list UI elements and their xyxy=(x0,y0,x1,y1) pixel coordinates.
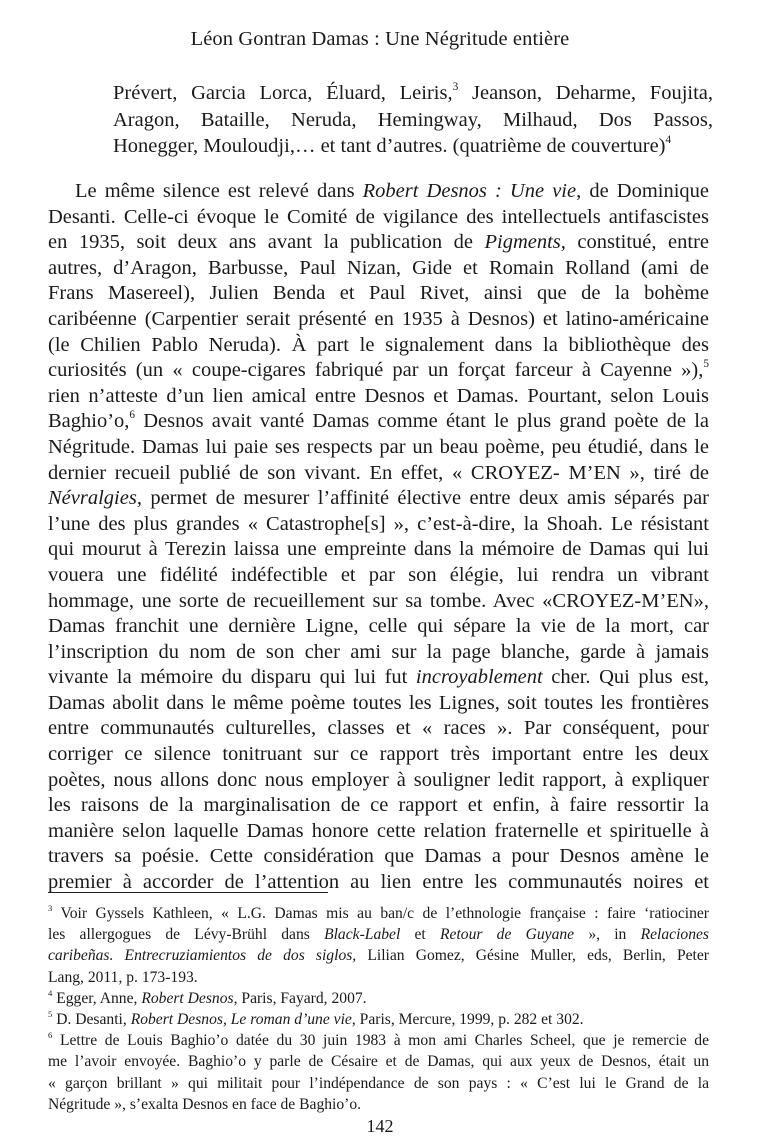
body-line xyxy=(48,358,709,384)
body-line xyxy=(48,409,709,435)
quote-line xyxy=(113,133,713,160)
footnote-line xyxy=(48,1073,709,1094)
text-run: , Paris, Mercure, 1999, p. 282 et 302. xyxy=(351,1011,584,1029)
italic-text: Névralgies xyxy=(48,487,137,510)
italic-text: Retour de Guyane xyxy=(440,926,575,944)
running-head: Léon Gontran Damas : Une Négritude entière xyxy=(190,28,570,50)
footnote-rule xyxy=(48,892,328,893)
text-run: et xyxy=(400,926,440,944)
text-run: en 1935, soit deux ans avant la publication de xyxy=(48,231,485,254)
body-line xyxy=(48,179,709,205)
body-line xyxy=(48,486,709,512)
body-line xyxy=(48,333,709,359)
body-line xyxy=(48,512,709,538)
footnote-ref: 5 xyxy=(703,358,709,371)
body-line xyxy=(48,461,709,487)
text-run: manière selon laquelle Damas honore cette relation fraternelle et spirituelle à xyxy=(48,819,709,842)
text-run: corriger ce silence tonitruant sur ce rapport très important entre les deux xyxy=(48,743,709,766)
body-line xyxy=(48,589,709,615)
body-line xyxy=(48,614,709,640)
text-run: qui mourut à Terezin laissa une empreinte dans la mémoire de Damas qui lui xyxy=(48,538,709,561)
footnote-line xyxy=(48,1009,709,1030)
body-line xyxy=(48,716,709,742)
text-run: Baghio’o, xyxy=(48,410,130,433)
text-run: Négritude. Damas lui paie ses respects par un beau poème, peu étudié, dans le xyxy=(48,435,709,458)
text-run: l’une des plus grandes « Catastrophe[s] », c’est-à-dire, la Shoah. Le résistant xyxy=(48,512,709,535)
text-run: , de Dominique xyxy=(576,180,710,202)
footnote-line xyxy=(48,945,709,966)
text-run: , permet de mesurer l’affinité élective entre deux amis séparés par xyxy=(136,487,709,510)
body-line xyxy=(48,844,709,870)
body-line xyxy=(48,230,709,256)
body-line xyxy=(48,742,709,768)
text-run: autres, d’Aragon, Barbusse, Paul Nizan, Gide et Romain Rolland (ami de xyxy=(48,256,709,279)
block-quote xyxy=(113,80,713,160)
footnote-line xyxy=(48,988,709,1009)
body-line xyxy=(48,281,709,307)
italic-text: Robert Desnos, Le roman d’une vie xyxy=(130,1011,352,1029)
page-number: 142 xyxy=(366,1116,394,1136)
text-run: les allergogues de Lévy-Brühl dans xyxy=(48,926,325,944)
italic-text: caribeñas. Entrecruziamientos de dos siglos, xyxy=(48,947,357,965)
text-run: entre communautés culturelles, classes et « races ». Par conséquent, pour xyxy=(48,717,709,740)
body-paragraph xyxy=(48,179,709,896)
body-line xyxy=(48,793,709,819)
footnotes xyxy=(48,903,709,1115)
italic-text: Robert Desnos : Une vie xyxy=(362,180,577,202)
footnote-ref: 3 xyxy=(452,80,459,93)
text-run: », in xyxy=(574,926,641,944)
text-run: Desanti. Celle-ci évoque le Comité de vigilance des intellectuels antifascistes xyxy=(48,205,709,228)
body-line xyxy=(48,819,709,845)
text-run: Damas franchit une dernière Ligne, celle qui sépare la vie de la mort, car xyxy=(48,615,709,638)
footnote-ref: 6 xyxy=(129,409,136,422)
text-run: (le Chilien Pablo Neruda). À part le signalement dans la bibliothèque des xyxy=(48,333,709,356)
footnote-ref: 6 xyxy=(48,1030,53,1041)
footnote-ref: 3 xyxy=(48,903,53,914)
text-run: caribéenne (Carpentier serait présenté en 1935 à Desnos) et latino-américaine xyxy=(48,307,709,330)
body-line xyxy=(48,691,709,717)
text-run: Aragon, Bataille, Neruda, Hemingway, Milhaud, Dos Passos, xyxy=(113,108,713,131)
italic-text: Black-Label xyxy=(324,926,401,944)
italic-text: Pigments, xyxy=(484,231,566,254)
text-run: dernier recueil publié de son vivant. En effet, « CROYEZ- M’EN », tiré de xyxy=(48,461,709,484)
text-run: Lettre de Louis Baghio’o datée du 30 juin 1983 à mon ami Charles Scheel, que je remercie de xyxy=(52,1032,709,1050)
text-run: les raisons de la marginalisation de ce rapport et enfin, à faire ressortir la xyxy=(48,794,709,817)
footnote-line xyxy=(48,1051,709,1072)
text-run: constitué, entre xyxy=(565,231,709,254)
footnote-line xyxy=(48,903,709,924)
text-run: vivante la mémoire du disparu qui lui fut xyxy=(48,666,416,689)
text-run: Frans Masereel), Julien Benda et Paul Rivet, ainsi que de la bohème xyxy=(48,282,709,305)
text-run: hommage, une sorte de recueillement sur sa tombe. Avec «CROYEZ-M’EN», xyxy=(48,589,709,612)
text-run: Egger, Anne, xyxy=(52,989,142,1007)
text-run: poètes, nous allons donc nous employer à souligner ledit rapport, à expliquer xyxy=(48,768,709,791)
footnote-ref: 4 xyxy=(665,133,672,146)
text-run: Lang, 2011, p. 173-193. xyxy=(48,968,198,986)
body-line xyxy=(48,640,709,666)
text-run: Lilian Gomez, Gésine Muller, eds, Berlin, Peter xyxy=(356,947,709,965)
italic-text: Relaciones xyxy=(640,926,709,944)
italic-text: incroyablement xyxy=(415,666,543,689)
footnote-line xyxy=(48,1094,709,1115)
body-line xyxy=(48,537,709,563)
text-run: Desnos avait vanté Damas comme étant le plus grand poète de la xyxy=(135,410,709,433)
quote-line xyxy=(113,80,713,107)
footnote-line xyxy=(48,924,709,945)
footnote-ref: 5 xyxy=(48,1009,53,1020)
body-line xyxy=(48,256,709,282)
text-run: me l’avoir envoyée. Baghio’o y parle de Césaire et de Damas, qui aux yeux de Desnos, était un xyxy=(48,1053,709,1071)
quote-line xyxy=(113,107,713,134)
text-run: curiosités (un « coupe-cigares fabriqué par un forçat farceur à Cayenne »), xyxy=(48,359,704,382)
text-run: cher. Qui plus est, xyxy=(542,666,710,689)
text-run: « garçon brillant » qui militait pour l’indépendance de son pays : « C’est lui le Grand de la xyxy=(48,1074,709,1092)
italic-text: Robert Desnos xyxy=(141,989,234,1007)
body-line xyxy=(48,665,709,691)
body-line xyxy=(48,435,709,461)
body-line xyxy=(48,205,709,231)
text-run: Honegger, Mouloudji,… et tant d’autres. (quatrième de couverture) xyxy=(113,135,666,157)
text-run: travers sa poésie. Cette considération que Damas a pour Desnos amène le xyxy=(48,845,709,868)
text-run: vouera une fidélité indéfectible et par son élégie, lui rendra un vibrant xyxy=(48,563,709,586)
text-run: Négritude », s’exalta Desnos en face de Baghio’o. xyxy=(48,1095,362,1113)
footnote-ref: 4 xyxy=(48,987,53,998)
text-run: Prévert, Garcia Lorca, Éluard, Leiris, xyxy=(113,82,453,104)
body-line xyxy=(48,384,709,410)
body-line xyxy=(48,768,709,794)
text-run: premier à accorder de l’attention au lien entre les communautés noires et xyxy=(48,871,709,894)
text-run: , Paris, Fayard, 2007. xyxy=(233,989,367,1007)
footnote-line xyxy=(48,967,709,988)
text-run: Jeanson, Deharme, Foujita, xyxy=(458,82,714,104)
body-line xyxy=(48,563,709,589)
text-run: rien n’atteste d’un lien amical entre Desnos et Damas. Pourtant, selon Louis xyxy=(48,384,709,407)
body-line xyxy=(48,307,709,333)
text-run: l’inscription du nom de son cher ami sur la page blanche, garde à jamais xyxy=(48,640,709,663)
footnote-line xyxy=(48,1030,709,1051)
text-run: Le même silence est relevé dans xyxy=(75,180,363,202)
text-run: Damas abolit dans le même poème toutes les Lignes, soit toutes les frontières xyxy=(48,691,709,714)
text-run: D. Desanti, xyxy=(52,1011,131,1029)
text-run: Voir Gyssels Kathleen, « L.G. Damas mis au ban/c de l’ethnologie française : faire ‘ratiociner xyxy=(52,905,709,922)
